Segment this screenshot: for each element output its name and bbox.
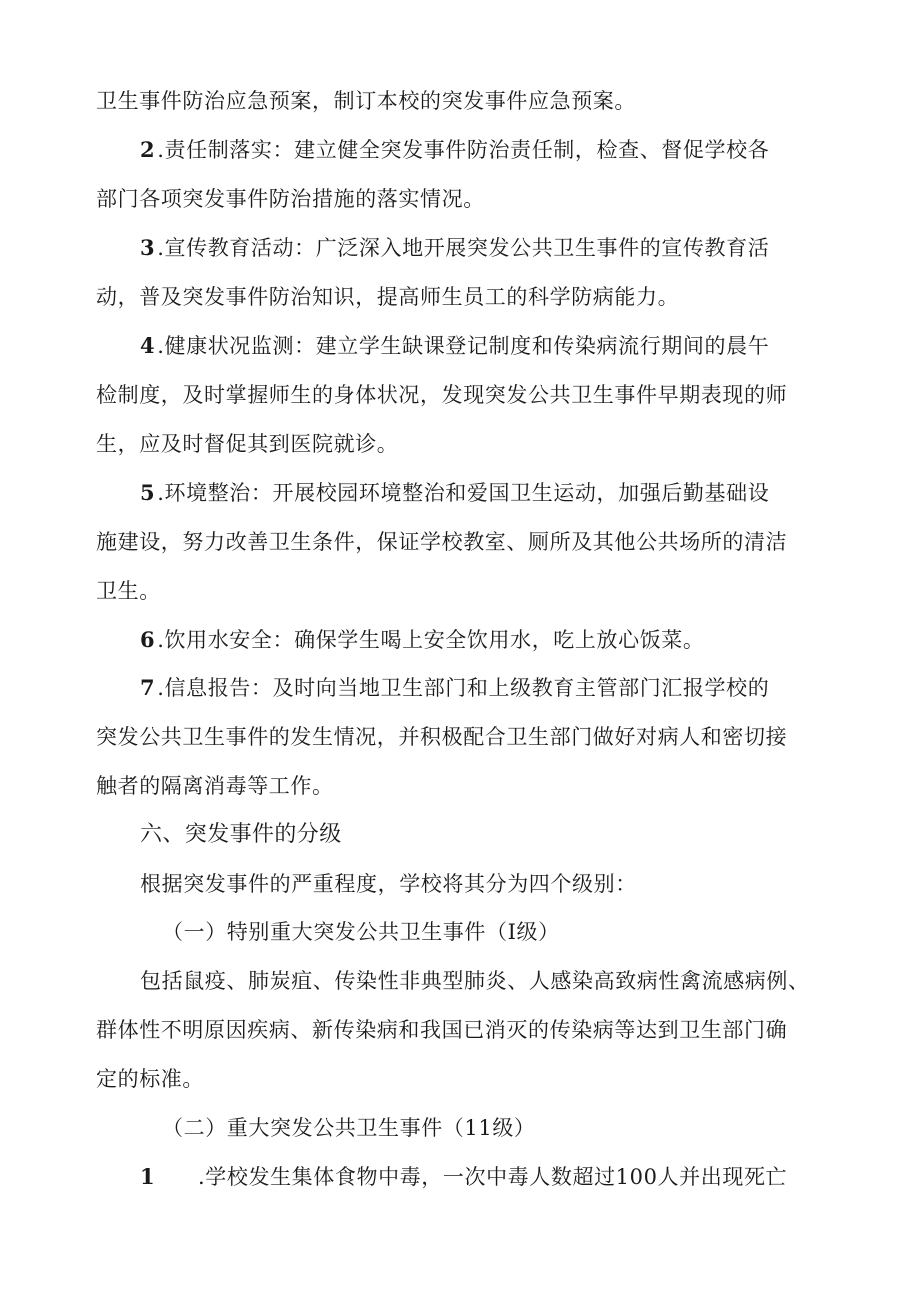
item-number: 2 xyxy=(140,137,156,162)
line-text: 群体性不明原因疾病、新传染病和我国已消灭的传染病等达到卫生部门确 xyxy=(96,1018,788,1042)
heading-text: （二）重大突发公共卫生事件（11级） xyxy=(162,1116,536,1140)
numbered-item-7 xyxy=(0,673,920,703)
line-text: 根据突发事件的严重程度，学校将其分为四个级别： xyxy=(140,872,637,896)
numbered-item-5 xyxy=(0,478,920,508)
line-text: 施建设，努力改善卫生条件，保证学校教室、厕所及其他公共场所的清洁 xyxy=(96,530,788,554)
paragraph-line xyxy=(0,722,920,752)
subsection-heading xyxy=(0,1113,920,1143)
paragraph-line xyxy=(0,380,920,410)
line-text: .宣传教育活动：广泛深入地开展突发公共卫生事件的宣传教育活 xyxy=(157,236,770,260)
item-number: 7 xyxy=(140,675,156,700)
paragraph-line xyxy=(0,1064,920,1094)
numbered-item-1 xyxy=(0,1162,920,1192)
item-number: 1 xyxy=(140,1164,156,1189)
line-text: .健康状况监测：建立学生缺课登记制度和传染病流行期间的晨午 xyxy=(157,334,770,358)
line-text: 卫生事件防治应急预案，制订本校的突发事件应急预案。 xyxy=(96,89,636,113)
paragraph-line xyxy=(0,869,920,899)
paragraph-line xyxy=(0,1015,920,1045)
paragraph-line xyxy=(0,86,920,116)
subsection-heading xyxy=(0,917,920,947)
paragraph-line xyxy=(0,576,920,606)
paragraph-line xyxy=(0,527,920,557)
numbered-item-2 xyxy=(0,135,920,165)
line-text: 突发公共卫生事件的发生情况，并积极配合卫生部门做好对病人和密切接 xyxy=(96,725,788,749)
paragraph-line xyxy=(0,966,920,996)
section-heading xyxy=(0,820,920,850)
line-text: 触者的隔离消毒等工作。 xyxy=(96,774,334,798)
line-text: .责任制落实：建立健全突发事件防治责任制，检查、督促学校各 xyxy=(157,138,770,162)
numbered-item-4 xyxy=(0,331,920,361)
line-text: 部门各项突发事件防治措施的落实情况。 xyxy=(96,187,485,211)
line-text: 定的标准。 xyxy=(96,1067,204,1091)
line-text: 检制度，及时掌握师生的身体状况，发现突发公共卫生事件早期表现的师 xyxy=(96,383,788,407)
item-number: 3 xyxy=(140,235,156,260)
paragraph-line xyxy=(0,282,920,312)
item-number: 5 xyxy=(140,480,156,505)
paragraph-line xyxy=(0,771,920,801)
heading-text: （一）特别重大突发公共卫生事件（I级） xyxy=(162,920,560,944)
paragraph-line xyxy=(0,429,920,459)
line-text: 生，应及时督促其到医院就诊。 xyxy=(96,432,399,456)
line-text: 卫生。 xyxy=(96,579,161,603)
numbered-item-6 xyxy=(0,625,920,655)
item-number: 6 xyxy=(140,627,156,652)
paragraph-line xyxy=(0,184,920,214)
line-text: .饮用水安全：确保学生喝上安全饮用水，吃上放心饭菜。 xyxy=(157,628,705,652)
numbered-item-3 xyxy=(0,233,920,263)
heading-text: 六、突发事件的分级 xyxy=(140,822,342,847)
line-text: .环境整治：开展校园环境整治和爱国卫生运动，加强后勤基础设 xyxy=(157,481,770,505)
line-text: 包括鼠疫、肺炭疽、传染性非典型肺炎、人感染高致病性禽流感病例、 xyxy=(140,969,810,993)
line-text: .学校发生集体食物中毒，一次中毒人数超过100人并出现死亡 xyxy=(198,1165,788,1189)
item-number: 4 xyxy=(140,333,156,358)
line-text: .信息报告：及时向当地卫生部门和上级教育主管部门汇报学校的 xyxy=(157,676,770,700)
line-text: 动，普及突发事件防治知识，提高师生员工的科学防病能力。 xyxy=(96,285,680,309)
